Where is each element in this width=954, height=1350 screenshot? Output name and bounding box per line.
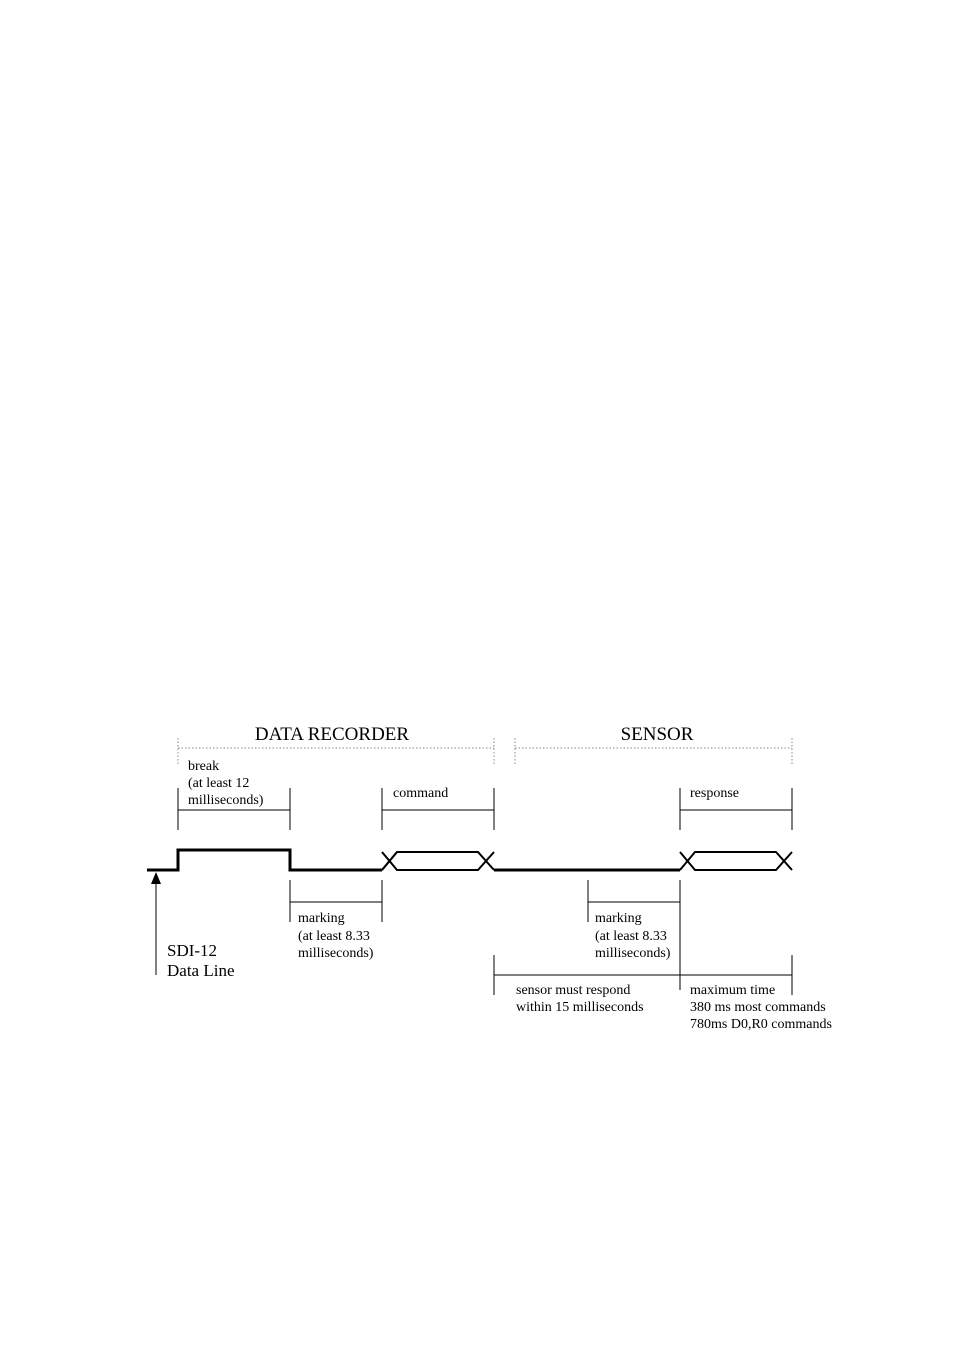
sensor-title: SENSOR [620, 724, 694, 745]
sensor-respond-label [516, 983, 644, 1015]
break-label [188, 759, 264, 808]
svg-text:sensor must respond: sensor must respond [516, 983, 631, 998]
svg-text:marking: marking [298, 911, 345, 926]
svg-text:within 15 milliseconds: within 15 milliseconds [516, 1000, 644, 1015]
svg-text:(at least 12: (at least 12 [188, 776, 250, 791]
svg-text:milliseconds): milliseconds) [595, 946, 671, 961]
svg-text:marking: marking [595, 911, 642, 926]
marking-2-label [595, 911, 671, 961]
svg-text:maximum time: maximum time [690, 983, 776, 998]
response-label: response [690, 786, 739, 801]
svg-text:break: break [188, 759, 220, 774]
svg-text:Data Line: Data Line [167, 961, 235, 980]
svg-text:milliseconds): milliseconds) [298, 946, 374, 961]
marking-1-label [298, 911, 374, 961]
svg-text:(at least 8.33: (at least 8.33 [298, 929, 370, 944]
svg-text:milliseconds): milliseconds) [188, 793, 264, 808]
svg-text:(at least 8.33: (at least 8.33 [595, 929, 667, 944]
data-recorder-title: DATA RECORDER [254, 724, 410, 745]
signal-waveform [147, 850, 792, 870]
max-time-label [690, 983, 832, 1032]
command-label: command [393, 786, 449, 801]
svg-text:380 ms most commands: 380 ms most commands [690, 1000, 826, 1015]
svg-text:SDI-12: SDI-12 [167, 941, 218, 960]
svg-text:780ms D0,R0 commands: 780ms D0,R0 commands [690, 1017, 832, 1032]
sdi12-arrow [151, 872, 161, 975]
sdi12-label [167, 941, 235, 980]
